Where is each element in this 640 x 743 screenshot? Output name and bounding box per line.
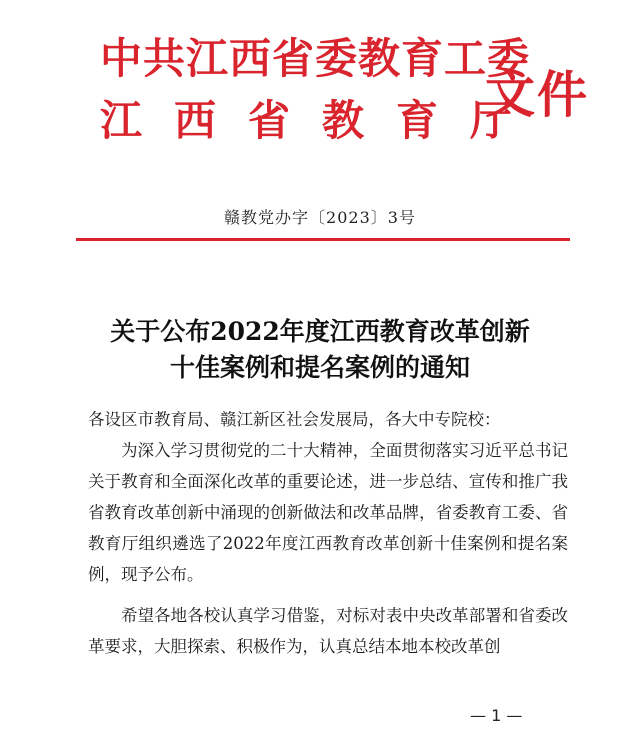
body-paragraph-1: 为深入学习贯彻党的二十大精神，全面贯彻落实习近平总书记关于教育和全面深化改革的重要论述，进一步总结、宣传和推广我省教育改革创新中涌现的创新做法和改革品牌，省委教育工委、省教育厅组织遴选了2022年度江西教育改革创新十佳案例和提名案例，现予公布。 xyxy=(88,441,568,584)
document-title-line-2: 十佳案例和提名案例的通知 xyxy=(169,353,470,382)
body-paragraph-2: 希望各地各校认真学习借鉴，对标对表中央改革部署和省委改革要求，大胆探索、积极作为，认真总结本地本校改革创 xyxy=(88,606,568,656)
issuer-name-line-1: 中共江西省委教育工委 xyxy=(100,34,531,83)
issuer-name-line-2: 江西省教育厅 xyxy=(100,96,545,145)
document-title-line-1: 关于公布2022年度江西教育改革创新 xyxy=(110,317,530,346)
document-type-label: 文件 xyxy=(485,66,589,124)
page-number: — 1 — xyxy=(470,706,523,725)
salutation: 各设区市教育局、赣江新区社会发展局，各大中专院校： xyxy=(88,410,501,429)
red-divider-line xyxy=(76,238,570,241)
document-number: 赣教党办字〔2023〕3号 xyxy=(224,208,416,227)
